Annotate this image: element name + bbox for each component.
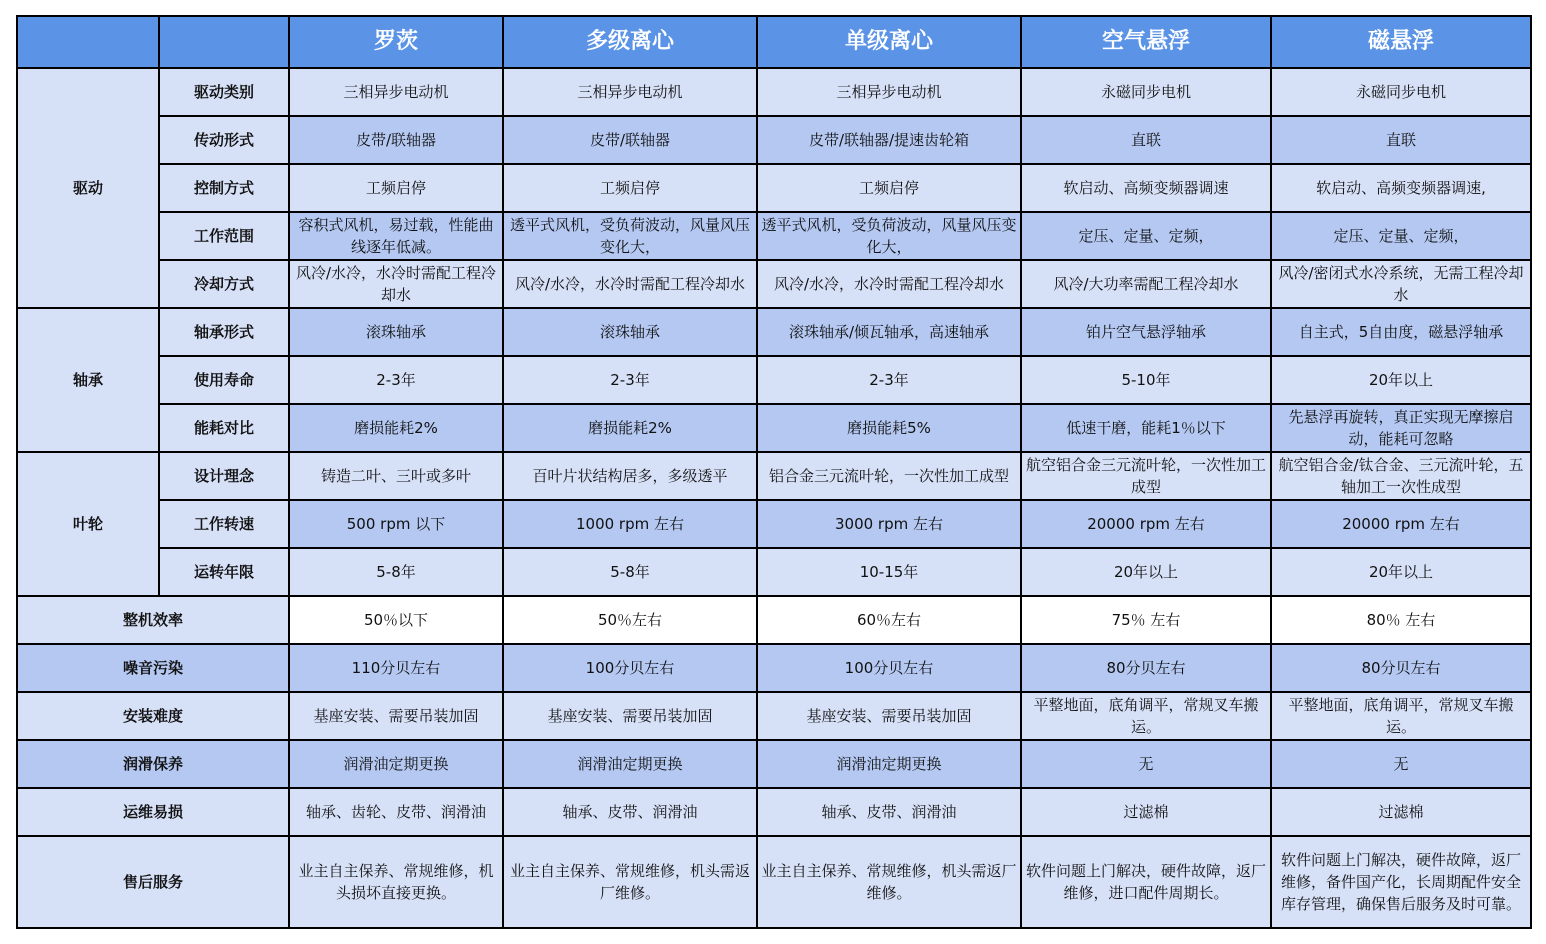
group-drive: 驱动 [17,68,159,308]
header-single-stage-centrifugal: 单级离心 [757,16,1021,68]
cell: 工频启停 [503,164,757,212]
cell: 风冷/水冷，水冷时需配工程冷却水 [289,260,503,308]
cell: 直联 [1021,116,1271,164]
cell: 永磁同步电机 [1021,68,1271,116]
cell: 透平式风机，受负荷波动，风量风压变化大， [503,212,757,260]
cell: 润滑油定期更换 [289,740,503,788]
cell: 润滑油定期更换 [757,740,1021,788]
cell: 软启动、高频变频器调速 [1021,164,1271,212]
cell: 风冷/大功率需配工程冷却水 [1021,260,1271,308]
header-air-bearing: 空气悬浮 [1021,16,1271,68]
cell: 直联 [1271,116,1531,164]
header-row [17,16,1531,68]
group-impeller: 叶轮 [17,452,159,596]
cell: 80分贝左右 [1021,644,1271,692]
cell: 80分贝左右 [1271,644,1531,692]
cell: 基座安装、需要吊装加固 [757,692,1021,740]
cell: 75％ 左右 [1021,596,1271,644]
row-label: 安装难度 [17,692,289,740]
cell: 业主自主保养、常规维修，机头损坏直接更换。 [289,836,503,928]
row-label: 冷却方式 [159,260,289,308]
cell: 2-3年 [757,356,1021,404]
table-row [17,452,1531,500]
cell: 润滑油定期更换 [503,740,757,788]
cell: 80％ 左右 [1271,596,1531,644]
row-label: 能耗对比 [159,404,289,452]
cell: 110分贝左右 [289,644,503,692]
row-label: 整机效率 [17,596,289,644]
cell: 软启动、高频变频器调速, [1271,164,1531,212]
cell: 5-8年 [503,548,757,596]
cell: 百叶片状结构居多，多级透平 [503,452,757,500]
cell: 基座安装、需要吊装加固 [289,692,503,740]
table-row [17,68,1531,116]
cell: 三相异步电动机 [757,68,1021,116]
cell: 3000 rpm 左右 [757,500,1021,548]
cell: 20年以上 [1021,548,1271,596]
table-row [17,500,1531,548]
cell: 无 [1021,740,1271,788]
header-maglev: 磁悬浮 [1271,16,1531,68]
cell: 铂片空气悬浮轴承 [1021,308,1271,356]
cell: 先悬浮再旋转，真正实现无摩擦启动，能耗可忽略 [1271,404,1531,452]
row-label: 轴承形式 [159,308,289,356]
row-label: 驱动类别 [159,68,289,116]
table-row [17,212,1531,260]
cell: 磨损能耗2% [503,404,757,452]
cell: 业主自主保养、常规维修，机头需返厂维修。 [757,836,1021,928]
cell: 基座安装、需要吊装加固 [503,692,757,740]
header-corner-b [159,16,289,68]
table-row [17,692,1531,740]
row-label: 噪音污染 [17,644,289,692]
cell: 轴承、皮带、润滑油 [503,788,757,836]
cell: 航空铝合金/钛合金、三元流叶轮，五轴加工一次性成型 [1271,452,1531,500]
cell: 皮带/联轴器 [503,116,757,164]
table-row [17,260,1531,308]
row-label: 工作范围 [159,212,289,260]
cell: 50％以下 [289,596,503,644]
cell: 容积式风机，易过载，性能曲线逐年低减。 [289,212,503,260]
cell: 软件问题上门解决，硬件故障，返厂维修，备件国产化，长周期配件安全库存管理，确保售后服务及时可靠。 [1271,836,1531,928]
row-label: 运维易损 [17,788,289,836]
cell: 铝合金三元流叶轮，一次性加工成型 [757,452,1021,500]
cell: 50％左右 [503,596,757,644]
cell: 500 rpm 以下 [289,500,503,548]
cell: 铸造二叶、三叶或多叶 [289,452,503,500]
comparison-table [16,15,1532,929]
row-label: 工作转速 [159,500,289,548]
cell: 三相异步电动机 [503,68,757,116]
table-row [17,164,1531,212]
header-multistage-centrifugal: 多级离心 [503,16,757,68]
cell: 磨损能耗5% [757,404,1021,452]
cell: 轴承、皮带、润滑油 [757,788,1021,836]
cell: 业主自主保养、常规维修，机头需返厂维修。 [503,836,757,928]
cell: 风冷/密闭式水冷系统，无需工程冷却水 [1271,260,1531,308]
cell: 10-15年 [757,548,1021,596]
cell: 平整地面，底角调平，常规叉车搬运。 [1021,692,1271,740]
cell: 航空铝合金三元流叶轮，一次性加工成型 [1021,452,1271,500]
row-label: 使用寿命 [159,356,289,404]
table-row [17,404,1531,452]
cell: 100分贝左右 [503,644,757,692]
cell: 20000 rpm 左右 [1021,500,1271,548]
cell: 软件问题上门解决，硬件故障，返厂维修，进口配件周期长。 [1021,836,1271,928]
table-row [17,788,1531,836]
table-row [17,308,1531,356]
cell: 60％左右 [757,596,1021,644]
table-row [17,548,1531,596]
cell: 低速干磨，能耗1％以下 [1021,404,1271,452]
cell: 自主式，5自由度，磁悬浮轴承 [1271,308,1531,356]
cell: 风冷/水冷，水冷时需配工程冷却水 [503,260,757,308]
table-row [17,644,1531,692]
cell: 风冷/水冷，水冷时需配工程冷却水 [757,260,1021,308]
cell: 20年以上 [1271,548,1531,596]
cell: 磨损能耗2% [289,404,503,452]
cell: 5-8年 [289,548,503,596]
row-label: 运转年限 [159,548,289,596]
cell: 20年以上 [1271,356,1531,404]
row-label: 传动形式 [159,116,289,164]
cell: 滚珠轴承 [289,308,503,356]
cell: 过滤棉 [1271,788,1531,836]
cell: 平整地面，底角调平，常规叉车搬运。 [1271,692,1531,740]
cell: 滚珠轴承 [503,308,757,356]
table-row [17,116,1531,164]
header-roots: 罗茨 [289,16,503,68]
cell: 透平式风机，受负荷波动，风量风压变化大， [757,212,1021,260]
cell: 20000 rpm 左右 [1271,500,1531,548]
cell: 皮带/联轴器 [289,116,503,164]
header-corner-a [17,16,159,68]
cell: 过滤棉 [1021,788,1271,836]
cell: 1000 rpm 左右 [503,500,757,548]
cell: 2-3年 [289,356,503,404]
cell: 定压、定量、定频， [1021,212,1271,260]
cell: 5-10年 [1021,356,1271,404]
cell: 2-3年 [503,356,757,404]
cell: 轴承、齿轮、皮带、润滑油 [289,788,503,836]
cell: 永磁同步电机 [1271,68,1531,116]
table-row [17,740,1531,788]
group-bearing: 轴承 [17,308,159,452]
row-label: 设计理念 [159,452,289,500]
cell: 无 [1271,740,1531,788]
cell: 皮带/联轴器/提速齿轮箱 [757,116,1021,164]
cell: 工频启停 [289,164,503,212]
cell: 100分贝左右 [757,644,1021,692]
cell: 三相异步电动机 [289,68,503,116]
cell: 滚珠轴承/倾瓦轴承，高速轴承 [757,308,1021,356]
table-row [17,356,1531,404]
table-row [17,836,1531,928]
row-label: 售后服务 [17,836,289,928]
table-row [17,596,1531,644]
row-label: 控制方式 [159,164,289,212]
row-label: 润滑保养 [17,740,289,788]
cell: 定压、定量、定频， [1271,212,1531,260]
cell: 工频启停 [757,164,1021,212]
